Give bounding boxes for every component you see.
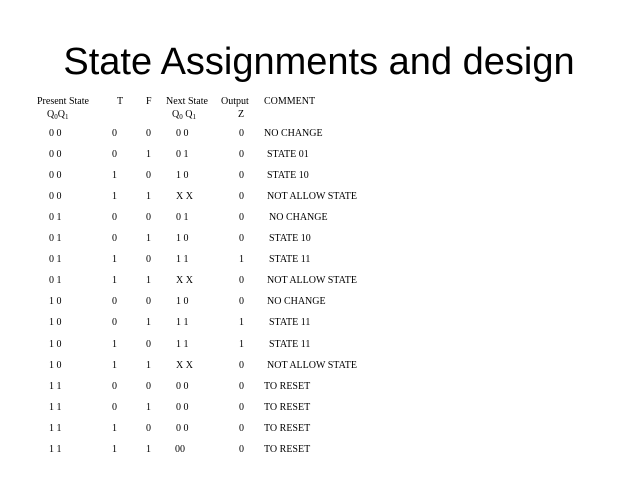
cell-present-state: 1 0	[49, 360, 62, 371]
cell-next-state: 0 0	[176, 423, 189, 434]
cell-output: 1	[239, 317, 244, 328]
cell-t: 1	[112, 423, 117, 434]
cell-output: 0	[239, 170, 244, 181]
cell-f: 0	[146, 212, 151, 223]
cell-present-state: 0 1	[49, 254, 62, 265]
cell-t: 1	[112, 339, 117, 350]
cell-t: 1	[112, 170, 117, 181]
cell-next-state: 1 1	[176, 317, 189, 328]
cell-present-state: 1 1	[49, 402, 62, 413]
cell-output: 0	[239, 149, 244, 160]
cell-f: 1	[146, 191, 151, 202]
cell-t: 0	[112, 149, 117, 160]
cell-t: 1	[112, 360, 117, 371]
cell-next-state: X X	[176, 360, 193, 371]
cell-next-state: 0 1	[176, 212, 189, 223]
cell-next-state: X X	[176, 191, 193, 202]
cell-f: 1	[146, 275, 151, 286]
cell-output: 0	[239, 212, 244, 223]
col-subheader-next-state: $Q_0$ $Q_1$	[172, 109, 196, 121]
cell-output: 0	[239, 233, 244, 244]
cell-next-state: 1 0	[176, 233, 189, 244]
cell-f: 0	[146, 170, 151, 181]
cell-output: 0	[239, 423, 244, 434]
cell-comment: STATE 11	[269, 339, 311, 350]
col-header-present-state: Present State	[37, 96, 89, 107]
cell-output: 1	[239, 254, 244, 265]
cell-comment: TO RESET	[264, 423, 311, 434]
cell-present-state: 0 0	[49, 170, 62, 181]
cell-f: 1	[146, 317, 151, 328]
cell-comment: TO RESET	[264, 402, 311, 413]
cell-f: 1	[146, 360, 151, 371]
cell-t: 1	[112, 444, 117, 455]
cell-present-state: 1 0	[49, 317, 62, 328]
cell-next-state: 0 0	[176, 381, 189, 392]
cell-comment: NO CHANGE	[264, 128, 323, 139]
cell-t: 1	[112, 275, 117, 286]
cell-t: 0	[112, 402, 117, 413]
cell-f: 1	[146, 233, 151, 244]
cell-t: 1	[112, 191, 117, 202]
cell-f: 0	[146, 381, 151, 392]
cell-present-state: 1 1	[49, 423, 62, 434]
col-header-t: T	[117, 96, 124, 107]
cell-f: 0	[146, 128, 151, 139]
cell-next-state: 0 1	[176, 149, 189, 160]
col-header-next-state: Next State	[166, 96, 208, 107]
cell-comment: NOT ALLOW STATE	[267, 191, 357, 202]
cell-next-state: 1 1	[176, 339, 189, 350]
cell-f: 1	[146, 444, 151, 455]
cell-output: 0	[239, 275, 244, 286]
cell-comment: NO CHANGE	[267, 296, 326, 307]
cell-next-state: 00	[175, 444, 185, 455]
cell-comment: STATE 10	[269, 233, 311, 244]
slide-title: State Assignments and design	[63, 41, 575, 83]
cell-comment: TO RESET	[264, 444, 311, 455]
cell-t: 0	[112, 296, 117, 307]
cell-f: 1	[146, 402, 151, 413]
cell-comment: STATE 10	[267, 170, 309, 181]
cell-next-state: 0 0	[176, 402, 189, 413]
col-subheader-present-state: $Q_0Q_1$	[47, 109, 69, 121]
col-subheader-output: Z	[238, 109, 245, 120]
cell-t: 0	[112, 233, 117, 244]
cell-present-state: 0 1	[49, 275, 62, 286]
col-header-f: F	[146, 96, 152, 107]
cell-output: 0	[239, 191, 244, 202]
cell-output: 0	[239, 360, 244, 371]
cell-comment: STATE 11	[269, 254, 311, 265]
cell-t: 1	[112, 254, 117, 265]
col-header-comment: COMMENT	[264, 96, 316, 107]
cell-output: 0	[239, 444, 244, 455]
cell-present-state: 1 0	[49, 339, 62, 350]
cell-comment: NOT ALLOW STATE	[267, 275, 357, 286]
cell-f: 0	[146, 423, 151, 434]
cell-comment: STATE 11	[269, 317, 311, 328]
cell-t: 0	[112, 317, 117, 328]
cell-output: 1	[239, 339, 244, 350]
cell-output: 0	[239, 402, 244, 413]
col-header-output: Output	[221, 96, 249, 107]
cell-comment: NO CHANGE	[269, 212, 328, 223]
cell-comment: TO RESET	[264, 381, 311, 392]
cell-f: 0	[146, 296, 151, 307]
cell-present-state: 1 0	[49, 296, 62, 307]
cell-comment: STATE 01	[267, 149, 309, 160]
cell-next-state: 1 1	[176, 254, 189, 265]
cell-output: 0	[239, 296, 244, 307]
cell-next-state: 1 0	[176, 170, 189, 181]
cell-next-state: 0 0	[176, 128, 189, 139]
cell-present-state: 1 1	[49, 444, 62, 455]
cell-output: 0	[239, 128, 244, 139]
cell-f: 0	[146, 339, 151, 350]
cell-f: 1	[146, 149, 151, 160]
cell-f: 0	[146, 254, 151, 265]
cell-next-state: 1 0	[176, 296, 189, 307]
cell-present-state: 1 1	[49, 381, 62, 392]
cell-present-state: 0 1	[49, 212, 62, 223]
cell-t: 0	[112, 128, 117, 139]
cell-output: 0	[239, 381, 244, 392]
cell-next-state: X X	[176, 275, 193, 286]
cell-t: 0	[112, 381, 117, 392]
cell-t: 0	[112, 212, 117, 223]
cell-present-state: 0 0	[49, 149, 62, 160]
cell-present-state: 0 0	[49, 191, 62, 202]
cell-present-state: 0 1	[49, 233, 62, 244]
cell-present-state: 0 0	[49, 128, 62, 139]
cell-comment: NOT ALLOW STATE	[267, 360, 357, 371]
